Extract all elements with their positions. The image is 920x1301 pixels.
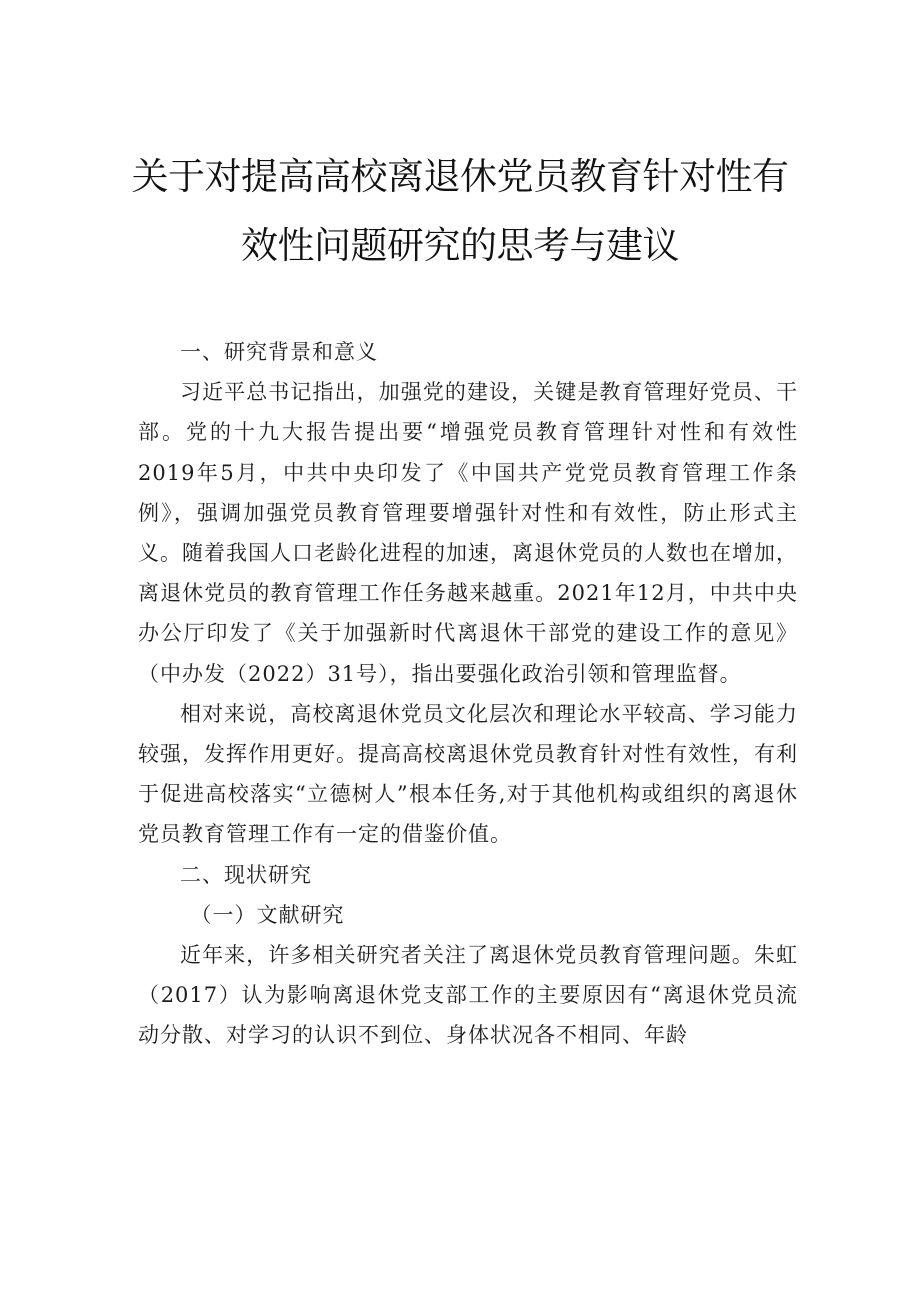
paragraph-background: 习近平总书记指出，加强党的建设，关键是教育管理好党员、干部。党的十九大报告提出要“增强党员教育管理针对性和有效性2019年5月，中共中央印发了《中国共产党党员教育管理工作条例》，强调加强党员教育管理要增强针对性和有效性，防止形式主义。随着我国人口老龄化进程的加速，离退休党员的人数也在增加，离退休党员的教育管理工作任务越来越重。2021年12月，中共中央办公厅印发了《关于加强新时代离退休干部党的建设工作的意见》（中办发（2022）31号），指出要强化政治引领和管理监督。: [138, 380, 798, 686]
section-heading-status: 二、现状研究: [180, 862, 312, 887]
paragraph-significance: 相对来说，高校离退休党员文化层次和理论水平较高、学习能力较强，发挥作用更好。提高高校离退休党员教育针对性有效性，有利于促进高校落实“立德树人”根本任务,对于其他机构或组织的离退休党员教育管理工作有一定的借鉴价值。: [138, 701, 798, 847]
document-body: [138, 332, 798, 1056]
document-title-line-1: 关于对提高高校离退休党员教育针对性有: [131, 155, 789, 198]
document-title-line-2: 效性问题研究的思考与建议: [241, 224, 679, 267]
subsection-heading-literature: （一）文献研究: [190, 902, 345, 927]
section-heading-background: 一、研究背景和意义: [180, 340, 378, 364]
paragraph-literature: 近年来，许多相关研究者关注了离退休党员教育管理问题。朱虹（2017）认为影响离退休党支部工作的主要原因有“离退休党员流动分散、对学习的认识不到位、身体状况各不相同、年龄: [138, 943, 798, 1048]
